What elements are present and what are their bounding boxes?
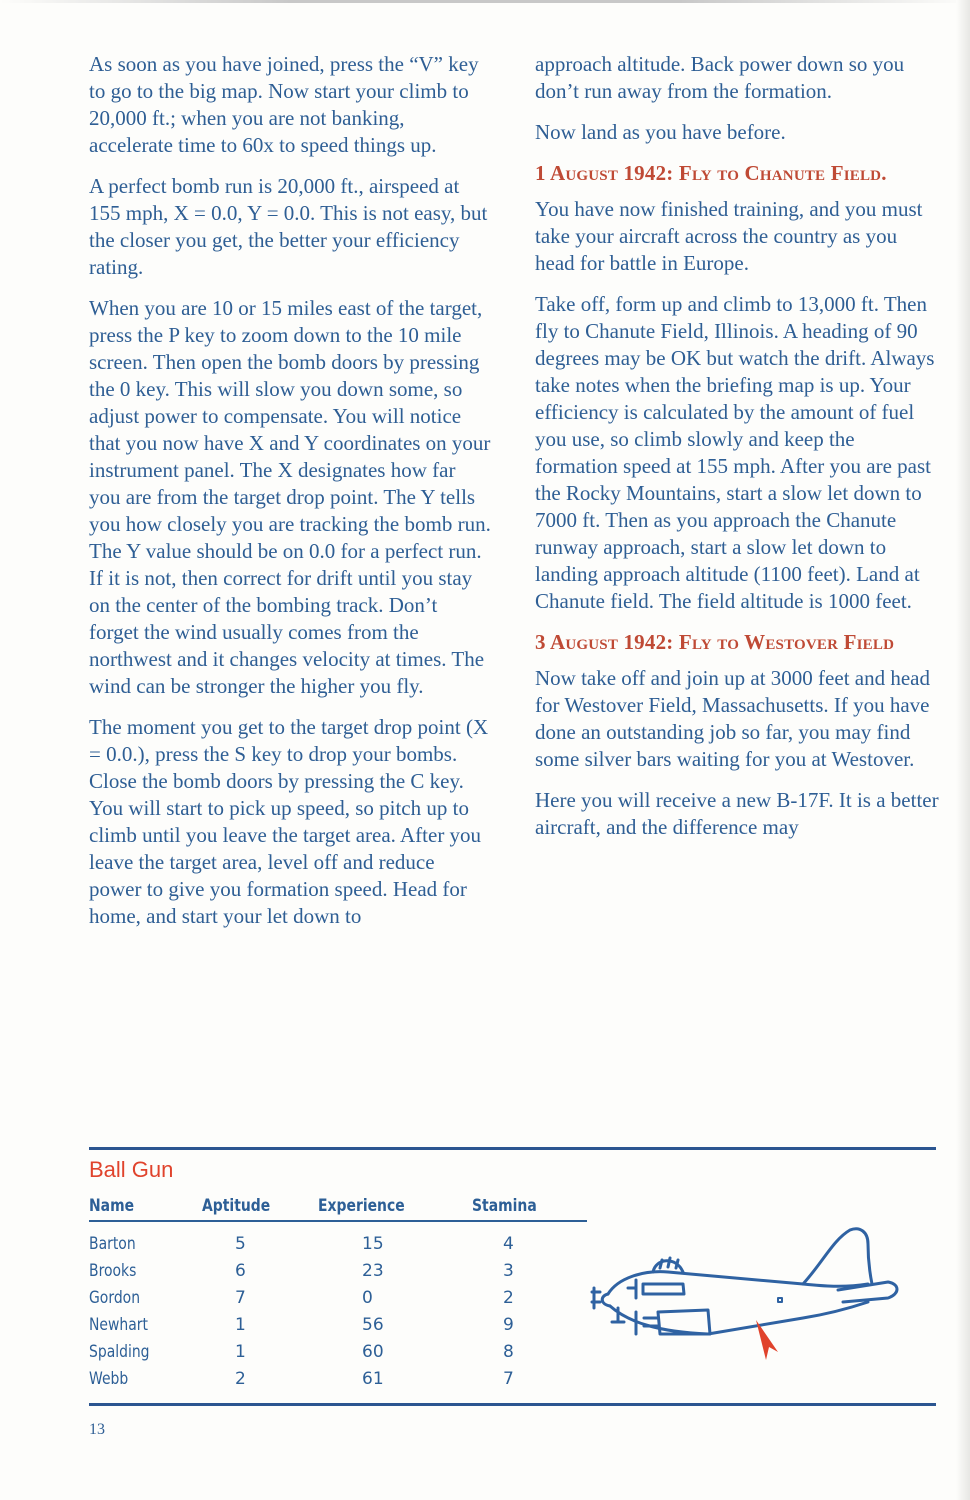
cell-aptitude: 6 xyxy=(235,1260,246,1281)
section-divider-top xyxy=(89,1147,936,1150)
table-header-row xyxy=(89,1192,587,1221)
paragraph-westover-flight: Now take off and join up at 3000 feet and head for Westover Field, Massachusetts. If you have done an outstanding job so far, you may find some silver bars waiting for you at Westover. xyxy=(535,666,930,771)
cell-stamina: 2 xyxy=(503,1287,514,1308)
cell-aptitude: 5 xyxy=(235,1233,246,1254)
cell-name xyxy=(89,1338,202,1365)
paragraph-bomb-doors: When you are 10 or 15 miles east of the target, press the P key to zoom down to the 10 mile screen. Then open the bomb doors by pressing the 0 key. This will slow you down some, so adjust power to compensate. You will notice that you now have X and Y coordinates on your instrument panel. The X designates how far you are from the target drop point. The Y tells you how closely you are tracking the bomb run. The Y value should be on 0.0 for a perfect run. If it is not, then correct for drift until you stay on the center of the bombing track. Don’t forget the wind usually comes from the northwest and it changes velocity at times. The wind can be stronger the higher you fly. xyxy=(89,296,491,698)
cell-experience: 61 xyxy=(362,1368,384,1389)
left-text-column xyxy=(89,51,491,944)
crew-name: Webb xyxy=(89,1368,129,1389)
crew-name: Spalding xyxy=(89,1341,150,1362)
table-row xyxy=(89,1311,587,1338)
table-row xyxy=(89,1365,587,1392)
table-row xyxy=(89,1338,587,1365)
top-edge-rule xyxy=(0,0,970,3)
cell-name xyxy=(89,1284,202,1311)
cell-stamina: 8 xyxy=(503,1341,514,1362)
crew-section-title: Ball Gun xyxy=(89,1157,174,1182)
b17-bomber-outline-icon xyxy=(588,1222,908,1372)
cell-experience: 23 xyxy=(362,1260,384,1281)
cell-aptitude: 2 xyxy=(235,1368,246,1389)
crew-name: Gordon xyxy=(89,1287,141,1308)
cell-experience: 60 xyxy=(362,1341,384,1362)
column-header-experience: Experience xyxy=(318,1192,444,1221)
cell-aptitude: 1 xyxy=(235,1341,246,1362)
paragraph-join-big-map: As soon as you have joined, press the “V” key to go to the big map. Now start your climb to 20,000 ft.; when you are not banking, accelerate time to 60x to speed things up. xyxy=(89,52,479,157)
cell-aptitude: 1 xyxy=(235,1314,246,1335)
paragraph-target-drop: The moment you get to the target drop point (X = 0.0.), press the S key to drop your bombs. Close the bomb doors by pressing the C key. You will start to pick up speed, so pitch up to climb until you leave the target area. After you leave the target area, level off and reduce power to give you formation speed. Head for home, and start your let down to xyxy=(89,715,489,928)
cell-stamina: 7 xyxy=(503,1368,514,1389)
paragraph-approach-altitude: approach altitude. Back power down so you don’t run away from the formation. xyxy=(535,52,905,103)
cell-experience: 15 xyxy=(362,1233,384,1254)
column-header-name: Name xyxy=(89,1192,182,1221)
cell-name xyxy=(89,1221,202,1257)
cell-aptitude: 7 xyxy=(235,1287,246,1308)
page-edge-shadow xyxy=(956,0,970,1500)
cell-stamina: 9 xyxy=(503,1314,514,1335)
ball-turret-pointer-icon xyxy=(756,1320,778,1360)
table-row xyxy=(89,1257,587,1284)
page-number: 13 xyxy=(89,1421,105,1438)
section-divider-bottom xyxy=(89,1403,936,1406)
cell-experience: 0 xyxy=(362,1287,373,1308)
crew-name: Barton xyxy=(89,1233,136,1254)
paragraph-perfect-bomb-run: A perfect bomb run is 20,000 ft., airspeed at 155 mph, X = 0.0, Y = 0.0. This is not easy, but the closer you get, the better your efficiency rating. xyxy=(89,174,488,279)
crew-stats-table xyxy=(89,1192,587,1392)
cell-stamina: 4 xyxy=(503,1233,514,1254)
table-row xyxy=(89,1284,587,1311)
cell-name xyxy=(89,1311,202,1338)
crew-name: Brooks xyxy=(89,1260,137,1281)
heading-chanute-field: 1 August 1942: Fly to Chanute Field. xyxy=(535,161,887,185)
column-header-aptitude: Aptitude xyxy=(202,1192,297,1221)
heading-westover-field: 3 August 1942: Fly to Westover Field xyxy=(535,630,895,654)
paragraph-finished-training: You have now finished training, and you must take your aircraft across the country as you head for battle in Europe. xyxy=(535,197,923,275)
cell-experience: 56 xyxy=(362,1314,384,1335)
cell-name xyxy=(89,1257,202,1284)
crew-name: Newhart xyxy=(89,1314,148,1335)
paragraph-chanute-flight: Take off, form up and climb to 13,000 ft. Then fly to Chanute Field, Illinois. A heading of 90 degrees may be OK but watch the drift. Always take notes when the briefing map is up. Your efficiency is calculated by the amount of fuel you use, so climb slowly and keep the formation speed at 155 mph. After you are past the Rocky Mountains, start a slow let down to 7000 ft. Then as you approach the Chanute runway approach, start a slow let down to landing approach altitude (1100 feet). Land at Chanute field. The field altitude is 1000 feet. xyxy=(535,292,935,613)
paragraph-land: Now land as you have before. xyxy=(535,120,786,144)
column-header-stamina: Stamina xyxy=(472,1192,566,1221)
paragraph-new-b17f: Here you will receive a new B-17F. It is a better aircraft, and the difference may xyxy=(535,788,939,839)
table-row xyxy=(89,1221,587,1257)
right-text-column xyxy=(535,51,940,855)
cell-name xyxy=(89,1365,202,1392)
cell-stamina: 3 xyxy=(503,1260,514,1281)
